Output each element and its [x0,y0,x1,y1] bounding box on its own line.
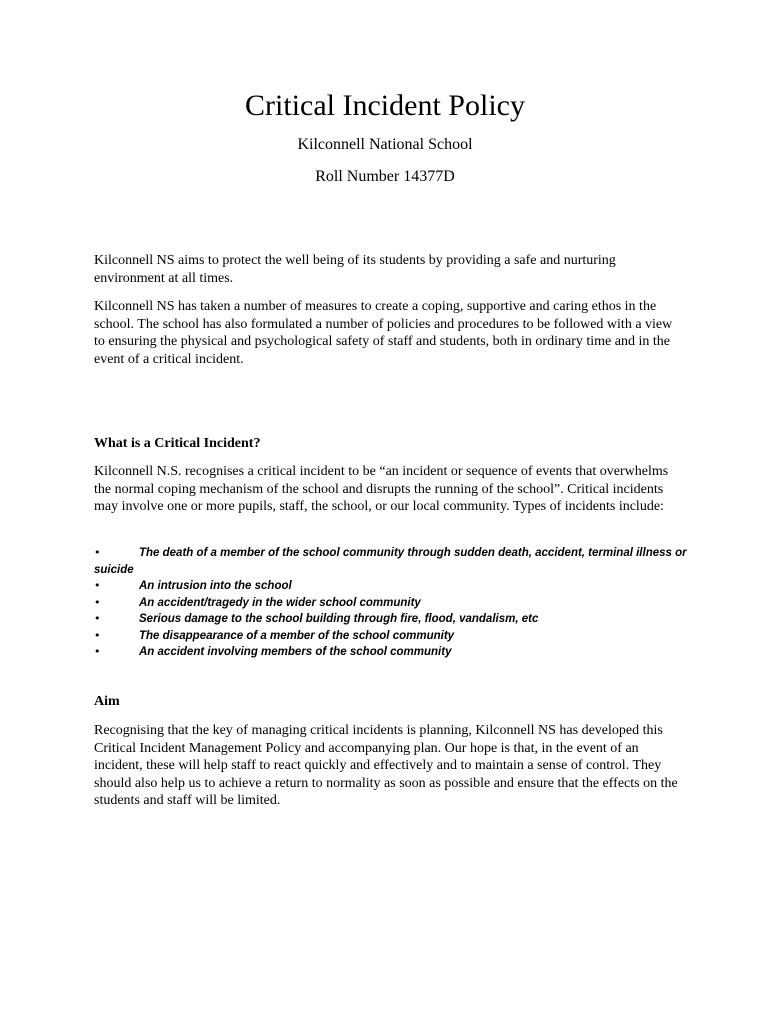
aim-paragraph: Recognising that the key of managing critical incidents is planning, Kilconnell NS has developed this Critical Incident Management Policy and accompanying plan. Our hope is that, in the event of an incident, these will help staff to react quickly and effectively and to maintain a sense of control. They should also help us to achieve a return to normality as soon as possible and ensure that the effects on the students and staff will be limited. [94,723,678,808]
list-item-text: An accident/tragedy in the wider school community [139,596,421,609]
intro-paragraph-1: Kilconnell NS aims to protect the well being of its students by providing a safe and nurturing environment at all times. [94,253,616,286]
bullet-icon: • [94,628,101,642]
intro-paragraph-2: Kilconnell NS has taken a number of measures to create a coping, supportive and caring ethos in the school. The school has also formulated a number of policies and procedures to be followed with a view to ensuring the physical and psychological safety of staff and students, both in ordinary time and in the event of a critical incident. [94,299,673,367]
list-item [94,545,694,578]
bullet-icon: • [94,595,101,609]
list-item [94,628,694,645]
list-item [94,644,694,661]
school-name: Kilconnell National School [297,136,473,153]
list-item [94,611,694,628]
section-heading-what-is-critical-incident: What is a Critical Incident? [94,436,261,451]
document-title: Critical Incident Policy [245,89,525,122]
list-item-text: An intrusion into the school [139,580,292,592]
bullet-icon: • [94,546,101,559]
definition-paragraph: Kilconnell N.S. recognises a critical incident to be “an incident or sequence of events that overwhelms the normal coping mechanism of the school and disrupts the running of the school”. Critical incidents may involve one or more pupils, staff, the school, or our local community. Types of incidents include: [94,464,669,514]
list-item-text: Serious damage to the school building through fire, flood, vandalism, etc [139,613,539,625]
list-item-text: An accident involving members of the school community [139,646,452,658]
incident-types-list [94,545,694,661]
roll-number: Roll Number 14377D [315,168,455,185]
list-item [94,595,694,612]
bullet-icon: • [94,645,101,658]
list-item-text: The disappearance of a member of the school community [139,629,455,642]
section-heading-aim: Aim [94,694,120,709]
list-item [94,578,694,595]
bullet-icon: • [94,579,101,592]
list-item-text: The death of a member of the school community through sudden death, accident, terminal illness or suicide [94,547,687,576]
bullet-icon: • [94,612,101,625]
